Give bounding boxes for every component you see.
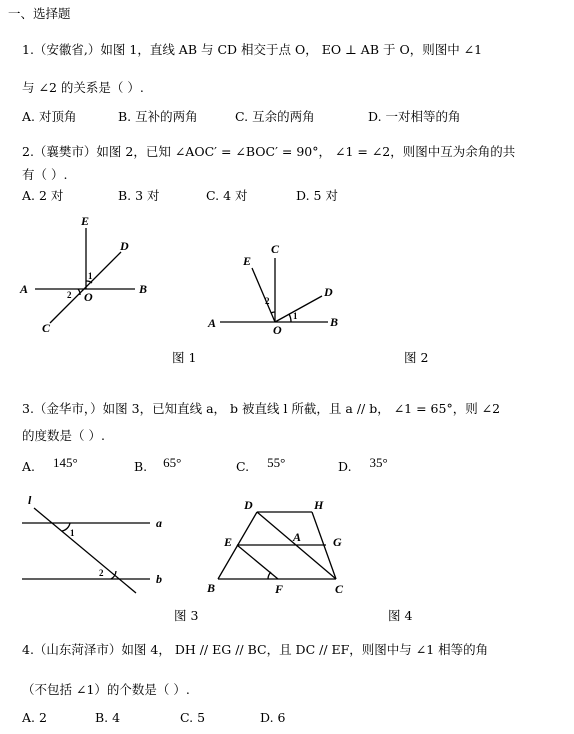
fig1-label-c: C	[42, 321, 51, 335]
fig4-line-ef	[237, 545, 278, 579]
fig1-label-o: O	[84, 290, 93, 304]
q3-option-d-value: 35°	[369, 455, 388, 470]
fig2-angle1-arc	[289, 314, 291, 322]
fig4-angle1-arc	[268, 572, 271, 579]
q3-option-b-letter: B.	[134, 459, 148, 474]
fig4-label-c: C	[335, 582, 344, 596]
q3-option-a-letter: A.	[22, 459, 36, 474]
q2-option-c[interactable]: C. 4 对	[206, 188, 248, 203]
fig3-label-a: a	[156, 516, 162, 530]
q3-option-d[interactable]	[338, 455, 388, 475]
q1-option-b[interactable]: B. 互补的两角	[118, 109, 198, 124]
fig3-label-1: 1	[70, 528, 75, 538]
q3-option-a[interactable]	[22, 455, 78, 475]
fig4-label-d: D	[244, 498, 253, 512]
q4-option-c[interactable]: C. 5	[180, 710, 206, 725]
q1-option-c[interactable]: C. 互余的两角	[235, 109, 315, 124]
fig1-label-b: B	[139, 282, 148, 296]
section-title: 一、选择题	[8, 6, 71, 21]
fig2-label-e: E	[243, 254, 252, 268]
q3-option-c-letter: C.	[236, 459, 250, 474]
fig3-line-l	[34, 508, 136, 593]
fig1-label-a: A	[20, 282, 29, 296]
fig1-label-d: D	[120, 239, 129, 253]
fig2-label-b: B	[330, 315, 339, 329]
fig3-label-b: b	[156, 572, 162, 586]
q1-stem-line2: 与 ∠2 的关系是（ ）.	[22, 80, 144, 95]
fig1-label-1: 1	[88, 271, 93, 281]
fig2-label-c: C	[271, 242, 280, 256]
q1-stem-line1: 1.（安徽省,）如图 1，直线 AB 与 CD 相交于点 O， EO ⊥ AB 于 O，则图中 ∠1	[22, 42, 483, 57]
q4-option-b[interactable]: B. 4	[95, 710, 121, 725]
q3-option-b[interactable]	[134, 455, 182, 475]
fig2-label-d: D	[324, 285, 333, 299]
fig3-angle1-arc	[62, 523, 70, 531]
q3-stem-line1: 3.（金华市，）如图 3，已知直线 a， b 被直线 l 所截，且 a // b， ∠1 = 65°，则 ∠2	[22, 401, 501, 416]
fig1-label-2: 2	[67, 290, 72, 300]
q4-stem-line2: （不包括 ∠1）的个数是（ ）.	[22, 682, 190, 697]
fig2-label-1: 1	[293, 311, 298, 321]
fig3-label-2: 2	[99, 568, 104, 578]
q2-option-d[interactable]: D. 5 对	[296, 188, 338, 203]
q3-option-c[interactable]	[236, 455, 286, 475]
fig2-ray-od	[275, 296, 322, 322]
fig3-caption: 图 3	[174, 608, 199, 623]
q3-option-a-value: 145°	[53, 455, 78, 470]
q1-option-d[interactable]: D. 一对相等的角	[368, 109, 461, 124]
q3-option-d-letter: D.	[338, 459, 352, 474]
fig2-label-o: O	[273, 323, 282, 337]
fig4-label-b: B	[207, 581, 216, 595]
fig3-label-l: l	[28, 493, 32, 507]
fig4-label-h: H	[314, 498, 324, 512]
q4-option-d[interactable]: D. 6	[260, 710, 286, 725]
fig4-label-a: A	[293, 530, 302, 544]
q3-option-c-value: 55°	[267, 455, 286, 470]
q3-option-b-value: 65°	[163, 455, 182, 470]
fig2-label-a: A	[208, 316, 217, 330]
q2-stem-line2: 有（ ）.	[22, 167, 68, 182]
fig2-ray-oe	[252, 268, 275, 322]
q3-stem-line2: 的度数是（ ）.	[22, 428, 105, 443]
q2-option-a[interactable]: A. 2 对	[22, 188, 64, 203]
fig1-caption: 图 1	[172, 350, 197, 365]
q4-option-a[interactable]: A. 2	[22, 710, 47, 725]
fig4-caption: 图 4	[388, 608, 413, 623]
fig4-label-e: E	[224, 535, 233, 549]
fig1-label-e: E	[81, 214, 90, 228]
fig2-label-2: 2	[265, 296, 270, 306]
fig4-label-g: G	[333, 535, 342, 549]
q2-stem-line1: 2.（襄樊市）如图 2，已知 ∠AOC′ = ∠BOC′ = 90°， ∠1 = ∠2，则图中互为余角的共	[22, 144, 516, 159]
fig2-caption: 图 2	[404, 350, 429, 365]
q2-option-b[interactable]: B. 3 对	[118, 188, 160, 203]
q4-stem-line1: 4.（山东菏泽市）如图 4， DH // EG // BC，且 DC // EF，则图中与 ∠1 相等的角	[22, 642, 489, 657]
fig4-label-f: F	[275, 582, 284, 596]
q1-option-a[interactable]: A. 对顶角	[22, 109, 77, 124]
